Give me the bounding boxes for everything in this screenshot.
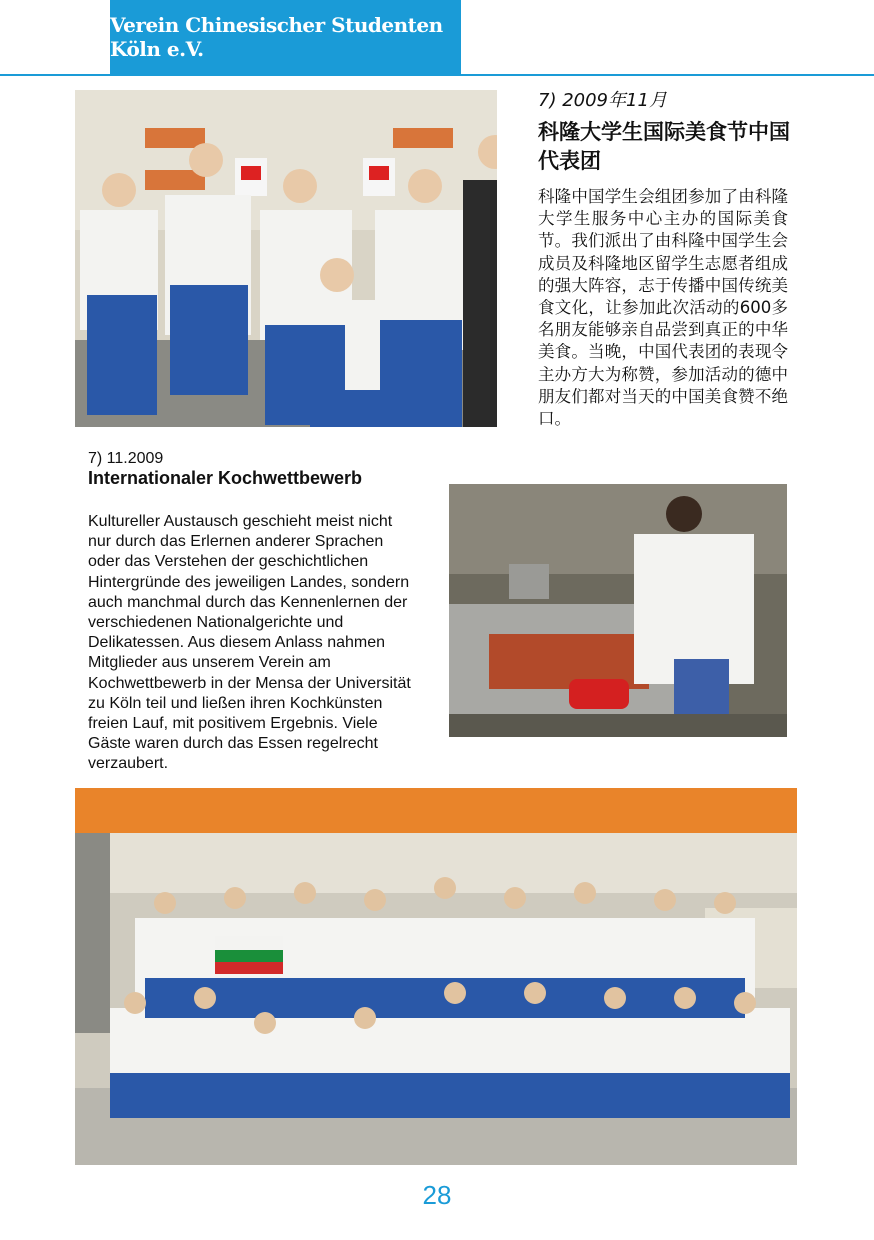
header-rule bbox=[0, 74, 874, 76]
photo-chef-cooking bbox=[449, 484, 787, 737]
german-article-body: Kultureller Austausch geschieht meist nicht nur durch das Erlernen anderer Sprachen oder das Verstehen der geschichtlichen Hintergründe des jeweiligen Landes, sondern auch manchmal durch das Kennenlernen der verschiedenen Nationalgerichte und Delikatessen. Aus diesem Anlass nahmen Mitglieder aus unserem Verein am Kochwettbewerb in der Mensa der Universität zu Köln teil und ließen ihren Kochkünsten freien Lauf, mit positivem Ergebnis. Viele Gäste waren durch das Essen regelrecht verzaubert. bbox=[88, 513, 411, 773]
german-article-title: Internationaler Kochwettbewerb bbox=[88, 468, 363, 488]
chinese-article-title: 科隆大学生国际美食节中国代表团 bbox=[538, 120, 790, 173]
chinese-article-date: 7) 2009年11月 bbox=[538, 90, 667, 111]
german-article-date: 7) 11.2009 bbox=[88, 450, 164, 467]
page-number: 28 bbox=[422, 1180, 452, 1210]
header-title-box bbox=[110, 0, 461, 74]
photo-group bbox=[75, 788, 797, 1165]
chinese-article-body: 科隆中国学生会组团参加了由科隆大学生服务中心主办的国际美食节。我们派出了由科隆中国学生会成员及科隆地区留学生志愿者组成的强大阵容，志于传播中国传统美食文化，让参加此次活动的600多名朋友能够亲自品尝到真正的中华美食。当晚，中国代表团的表现令主办方大为称赞，参加活动的德中朋友们都对当天的中国美食赞不绝口。 bbox=[538, 187, 788, 429]
header-title: Verein Chinesischer Studenten Köln e.V. bbox=[110, 13, 443, 61]
photo-chinese-team bbox=[75, 90, 497, 427]
